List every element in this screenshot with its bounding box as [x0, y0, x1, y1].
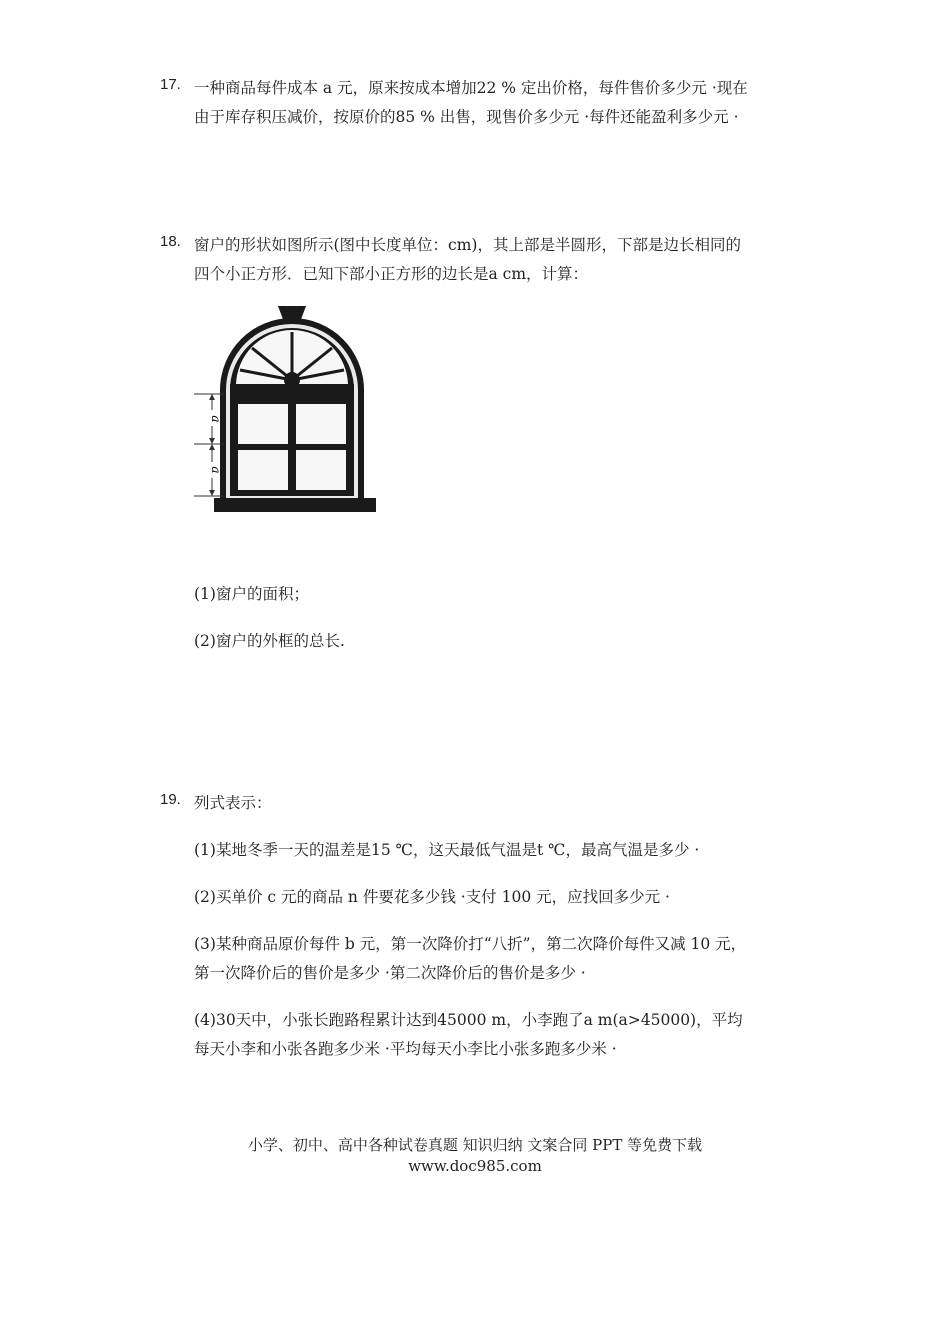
question-text-line: 由于库存积压减价，按原价的85 % 出售，现售价多少元 ·每件还能盈利多少元 · [194, 108, 739, 126]
window-sill [214, 498, 376, 512]
sub-question-4: (4)30天中，小张长跑路程累计达到45000 m，小李跑了a m(a>45000)，平均 [194, 1011, 743, 1029]
window-figure [190, 302, 386, 518]
dimension-label: a [209, 466, 223, 474]
sub-question-2: (2)买单价 c 元的商品 n 件要花多少钱 ·支付 100 元，应找回多少元 · [194, 888, 670, 906]
sub-question-3-cont: 第一次降价后的售价是多少 ·第二次降价后的售价是多少 · [194, 964, 586, 982]
footer-website: www.doc985.com [408, 1157, 542, 1175]
footer-tagline: 小学、初中、高中各种试卷真题 知识归纳 文案合同 PPT 等免费下载 [247, 1136, 703, 1154]
sub-question-3: (3)某种商品原价每件 b 元，第一次降价打“八折”，第二次降价每件又减 10 元， [194, 935, 747, 953]
sub-question-1: (1)某地冬季一天的温差是15 ℃，这天最低气温是t ℃，最高气温是多少 · [194, 841, 700, 859]
sub-question-1: (1)窗户的面积； [194, 585, 309, 603]
question-text-line: 窗户的形状如图所示(图中长度单位：cm)，其上部是半圆形，下部是边长相同的 [194, 236, 741, 254]
question-number: 18. [160, 233, 181, 250]
question-number: 17. [160, 76, 181, 93]
question-number: 19. [160, 791, 181, 808]
sub-question-2: (2)窗户的外框的总长. [194, 632, 345, 650]
question-text-line: 一种商品每件成本 a 元，原来按成本增加22 % 定出价格，每件售价多少元 ·现在 [194, 79, 748, 97]
dimension-label: a [209, 415, 223, 423]
question-text-line: 列式表示： [194, 794, 272, 812]
dimension-markers [194, 394, 224, 496]
sub-question-4-cont: 每天小李和小张各跑多少米 ·平均每天小李比小张多跑多少米 · [194, 1040, 617, 1058]
question-text-line: 四个小正方形．已知下部小正方形的边长是a cm，计算： [194, 265, 589, 283]
